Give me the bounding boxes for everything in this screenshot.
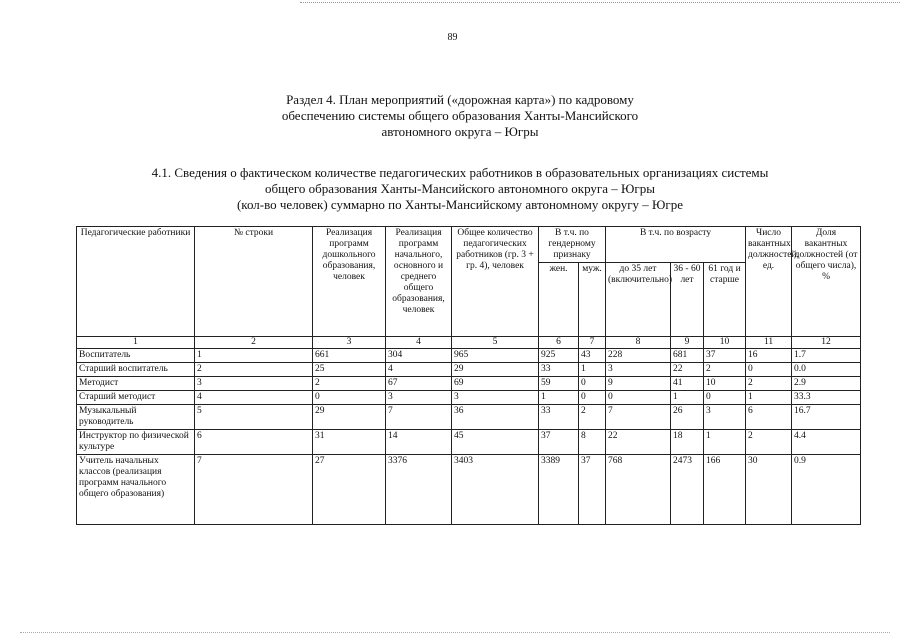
header-men: муж. — [579, 263, 606, 337]
cell-total: 45 — [452, 430, 539, 455]
cell-age-36-60: 18 — [671, 430, 704, 455]
cell-school: 67 — [386, 377, 452, 391]
cell-total: 965 — [452, 349, 539, 363]
table-row — [77, 363, 861, 377]
cell-total: 29 — [452, 363, 539, 377]
cell-women: 925 — [539, 349, 579, 363]
cell-total: 3 — [452, 391, 539, 405]
cell-name: Методист — [77, 377, 195, 391]
cell-age-36-60: 26 — [671, 405, 704, 430]
table-row — [77, 405, 861, 430]
table-row — [77, 430, 861, 455]
cell-men: 37 — [579, 455, 606, 525]
cell-age-under35: 3 — [606, 363, 671, 377]
header-women: жен. — [539, 263, 579, 337]
section-title-line: Раздел 4. План мероприятий («дорожная карта») по кадровому — [286, 92, 634, 107]
cell-vacancies: 2 — [746, 430, 792, 455]
cell-age-61plus: 10 — [704, 377, 746, 391]
cell-age-36-60: 22 — [671, 363, 704, 377]
column-number: 7 — [579, 337, 606, 349]
cell-age-61plus: 1 — [704, 430, 746, 455]
cell-vacancies: 2 — [746, 377, 792, 391]
subsection-title — [80, 165, 840, 213]
subsection-title-line: общего образования Ханты-Мансийского автономного округа – Югры — [265, 181, 655, 196]
section-title-line: автономного округа – Югры — [381, 124, 539, 139]
column-number: 4 — [386, 337, 452, 349]
header-school: Реализация программ начального, основного и среднего общего образования, человек — [386, 227, 452, 337]
cell-age-61plus: 3 — [704, 405, 746, 430]
cell-women: 1 — [539, 391, 579, 405]
cell-row-no: 1 — [195, 349, 313, 363]
staff-statistics-table — [76, 226, 861, 525]
cell-preschool: 2 — [313, 377, 386, 391]
cell-school: 14 — [386, 430, 452, 455]
cell-women: 3389 — [539, 455, 579, 525]
column-number: 12 — [792, 337, 861, 349]
header-gender-group: В т.ч. по гендерному признаку — [539, 227, 606, 263]
cell-vacancies: 16 — [746, 349, 792, 363]
cell-vacancies: 1 — [746, 391, 792, 405]
header-vacancies: Число вакантных должностей, ед. — [746, 227, 792, 337]
scan-edge-top — [300, 2, 900, 3]
cell-age-36-60: 2473 — [671, 455, 704, 525]
column-number: 9 — [671, 337, 704, 349]
header-age-under35: до 35 лет (включительно) — [606, 263, 671, 337]
cell-name: Старший воспитатель — [77, 363, 195, 377]
cell-preschool: 661 — [313, 349, 386, 363]
header-age-group: В т.ч. по возрасту — [606, 227, 746, 263]
cell-preschool: 29 — [313, 405, 386, 430]
cell-row-no: 6 — [195, 430, 313, 455]
header-age-61plus: 61 год и старше — [704, 263, 746, 337]
cell-men: 43 — [579, 349, 606, 363]
column-number: 5 — [452, 337, 539, 349]
header-vacancy-share: Доля вакантных должностей (от общего числа), % — [792, 227, 861, 337]
column-number: 6 — [539, 337, 579, 349]
cell-school: 304 — [386, 349, 452, 363]
cell-age-under35: 22 — [606, 430, 671, 455]
cell-men: 0 — [579, 391, 606, 405]
table-row — [77, 455, 861, 525]
cell-name: Воспитатель — [77, 349, 195, 363]
header-age-36-60: 36 - 60 лет — [671, 263, 704, 337]
cell-vacancy-share: 33.3 — [792, 391, 861, 405]
cell-name: Музыкальный руководитель — [77, 405, 195, 430]
cell-vacancy-share: 16.7 — [792, 405, 861, 430]
cell-men: 8 — [579, 430, 606, 455]
cell-preschool: 0 — [313, 391, 386, 405]
cell-vacancy-share: 2.9 — [792, 377, 861, 391]
cell-preschool: 25 — [313, 363, 386, 377]
cell-school: 4 — [386, 363, 452, 377]
subsection-title-line: (кол-во человек) суммарно по Ханты-Мансийскому автономному округу – Югре — [236, 197, 684, 212]
cell-name: Инструктор по физической культуре — [77, 430, 195, 455]
cell-age-under35: 0 — [606, 391, 671, 405]
table-row — [77, 391, 861, 405]
column-number: 1 — [77, 337, 195, 349]
cell-age-under35: 228 — [606, 349, 671, 363]
section-title — [200, 92, 720, 140]
scan-edge-bottom — [20, 632, 890, 633]
header-workers: Педагогические работники — [77, 227, 195, 337]
column-number: 8 — [606, 337, 671, 349]
section-title-line: обеспечению системы общего образования Ханты-Мансийского — [281, 108, 639, 123]
cell-age-under35: 768 — [606, 455, 671, 525]
cell-age-36-60: 1 — [671, 391, 704, 405]
cell-age-61plus: 2 — [704, 363, 746, 377]
cell-age-under35: 9 — [606, 377, 671, 391]
cell-women: 59 — [539, 377, 579, 391]
cell-age-61plus: 0 — [704, 391, 746, 405]
page-number: 89 — [447, 32, 458, 43]
cell-women: 37 — [539, 430, 579, 455]
cell-school: 3376 — [386, 455, 452, 525]
cell-total: 69 — [452, 377, 539, 391]
cell-age-36-60: 41 — [671, 377, 704, 391]
header-total: Общее количество педагогических работников (гр. 3 + гр. 4), человек — [452, 227, 539, 337]
cell-age-61plus: 166 — [704, 455, 746, 525]
cell-row-no: 3 — [195, 377, 313, 391]
cell-row-no: 7 — [195, 455, 313, 525]
cell-total: 36 — [452, 405, 539, 430]
column-number: 3 — [313, 337, 386, 349]
column-number: 11 — [746, 337, 792, 349]
cell-men: 0 — [579, 377, 606, 391]
cell-school: 3 — [386, 391, 452, 405]
cell-row-no: 4 — [195, 391, 313, 405]
table-row — [77, 377, 861, 391]
cell-vacancy-share: 4.4 — [792, 430, 861, 455]
header-row-no: № строки — [195, 227, 313, 337]
cell-age-61plus: 37 — [704, 349, 746, 363]
cell-preschool: 31 — [313, 430, 386, 455]
cell-men: 1 — [579, 363, 606, 377]
cell-school: 7 — [386, 405, 452, 430]
cell-vacancy-share: 1.7 — [792, 349, 861, 363]
cell-age-36-60: 681 — [671, 349, 704, 363]
cell-vacancies: 0 — [746, 363, 792, 377]
cell-age-under35: 7 — [606, 405, 671, 430]
cell-total: 3403 — [452, 455, 539, 525]
subsection-title-line: 4.1. Сведения о фактическом количестве педагогических работников в образовательных организациях системы — [151, 165, 769, 180]
header-preschool: Реализация программ дошкольного образования, человек — [313, 227, 386, 337]
cell-vacancy-share: 0.9 — [792, 455, 861, 525]
cell-name: Старший методист — [77, 391, 195, 405]
column-number: 10 — [704, 337, 746, 349]
cell-vacancy-share: 0.0 — [792, 363, 861, 377]
cell-row-no: 2 — [195, 363, 313, 377]
cell-vacancies: 6 — [746, 405, 792, 430]
cell-women: 33 — [539, 405, 579, 430]
cell-name: Учитель начальных классов (реализация программ начального общего образования) — [77, 455, 195, 525]
cell-men: 2 — [579, 405, 606, 430]
cell-women: 33 — [539, 363, 579, 377]
cell-preschool: 27 — [313, 455, 386, 525]
cell-vacancies: 30 — [746, 455, 792, 525]
table-row — [77, 349, 861, 363]
column-number: 2 — [195, 337, 313, 349]
cell-row-no: 5 — [195, 405, 313, 430]
